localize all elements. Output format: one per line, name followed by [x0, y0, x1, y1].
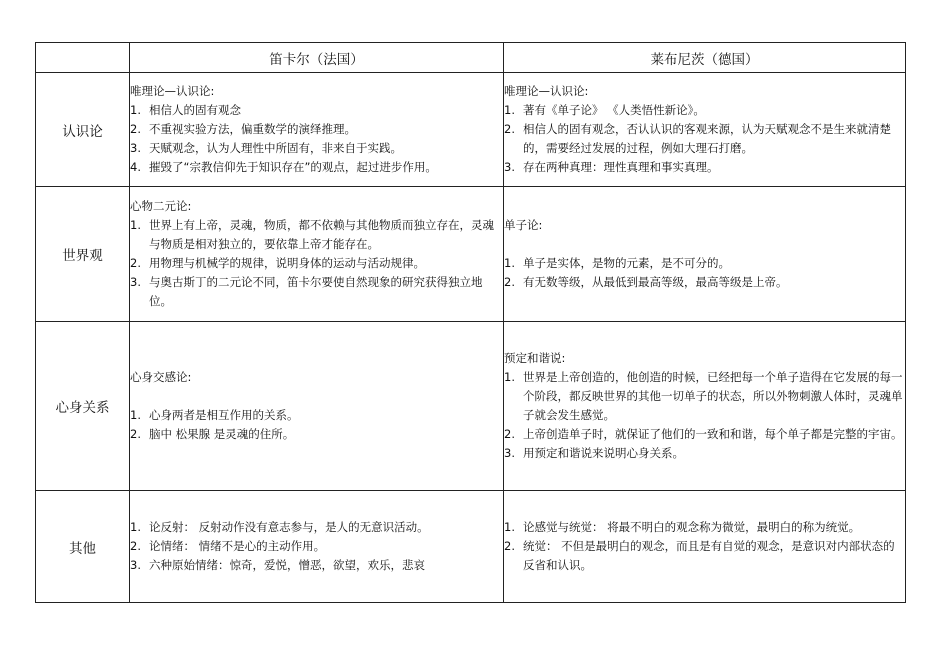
cell-list [504, 254, 905, 292]
row-worldview [36, 187, 906, 322]
list-item: 3. 与奥古斯丁的二元论不同，笛卡尔要使自然现象的研究获得独立地位。 [130, 275, 483, 308]
list-item: 1. 论反射： 反射动作没有意志参与，是人的无意识活动。 [130, 520, 429, 534]
header-row [36, 43, 906, 73]
list-item: 2. 有无数等级，从最低到最高等级，最高等级是上帝。 [504, 275, 788, 289]
list-item: 3. 天赋观念，认为人理性中所固有，非来自于实践。 [130, 141, 402, 155]
row-label: 认识论 [36, 73, 130, 187]
comparison-table [35, 42, 906, 603]
list-item: 1. 世界是上帝创造的，他创造的时候，已经把每一个单子造得在它发展的每一个阶段，都反映世界的其他一切单子的状态，所以外物刺激人体时，灵魂单子就会发生感觉。 [504, 370, 903, 422]
cell-intro: 预定和谐说: [504, 351, 566, 365]
cell-list [504, 368, 905, 463]
cell-list [130, 518, 503, 575]
row-label: 世界观 [36, 187, 130, 322]
list-item: 2. 脑中 松果腺 是灵魂的住所。 [130, 427, 295, 441]
row-label: 其他 [36, 491, 130, 603]
cell-list [130, 216, 503, 311]
list-item: 1. 相信人的固有观念 [130, 103, 241, 117]
cell-list [130, 101, 503, 177]
header-corner-cell [36, 43, 130, 73]
list-item: 3. 存在两种真理：理性真理和事实真理。 [504, 160, 719, 174]
list-item: 1. 论感觉与统觉： 将最不明白的观念称为微觉，最明白的称为统觉。 [504, 520, 861, 534]
cell-intro: 唯理论—认识论: [130, 84, 215, 98]
cell-list [504, 101, 905, 177]
header-leibniz: 莱布尼茨（德国） [504, 43, 906, 73]
list-item: 2. 上帝创造单子时，就保证了他们的一致和和谐，每个单子都是完整的宇宙。 [504, 427, 903, 441]
row-label: 心身关系 [36, 322, 130, 491]
list-item: 2. 不重视实验方法，偏重数学的演绎推理。 [130, 122, 356, 136]
list-item: 1. 单子是实体，是物的元素，是不可分的。 [504, 256, 730, 270]
leibniz-cell [504, 491, 906, 603]
leibniz-cell [504, 73, 906, 187]
cell-list [130, 406, 503, 444]
list-item: 3. 用预定和谐说来说明心身关系。 [504, 446, 684, 460]
list-item: 2. 论情绪： 情绪不是心的主动作用。 [130, 539, 326, 553]
list-item: 1. 著有《单子论》 《人类悟性新论》。 [504, 103, 705, 117]
list-item: 1. 心身两者是相互作用的关系。 [130, 408, 299, 422]
list-item: 2. 统觉： 不但是最明白的观念，而且是有自觉的观念，是意识对内部状态的反省和认识。 [504, 539, 895, 572]
descartes-cell [130, 322, 504, 491]
descartes-cell [130, 73, 504, 187]
leibniz-cell [504, 322, 906, 491]
list-item: 3. 六种原始情绪：惊奇，爱悦，憎恶，欲望，欢乐，悲哀 [130, 558, 425, 572]
descartes-cell [130, 491, 504, 603]
cell-intro: 单子论: [504, 218, 543, 232]
cell-list [504, 518, 905, 575]
cell-intro: 唯理论—认识论: [504, 84, 589, 98]
row-mind-body [36, 322, 906, 491]
list-item: 1. 世界上有上帝，灵魂，物质，都不依赖与其他物质而独立存在，灵魂与物质是相对独立的，要依靠上帝才能存在。 [130, 218, 494, 251]
list-item: 2. 相信人的固有观念，否认认识的客观来源，认为天赋观念不是生来就清楚的，需要经过发展的过程，例如大理石打磨。 [504, 122, 891, 155]
descartes-cell [130, 187, 504, 322]
leibniz-cell [504, 187, 906, 322]
row-epistemology [36, 73, 906, 187]
row-other [36, 491, 906, 603]
list-item: 4. 摧毁了“宗教信仰先于知识存在”的观点，起过进步作用。 [130, 160, 437, 174]
cell-intro: 心身交感论: [130, 370, 192, 384]
list-item: 2. 用物理与机械学的规律，说明身体的运动与活动规律。 [130, 256, 425, 270]
cell-intro: 心物二元论: [130, 199, 192, 213]
header-descartes: 笛卡尔（法国） [130, 43, 504, 73]
